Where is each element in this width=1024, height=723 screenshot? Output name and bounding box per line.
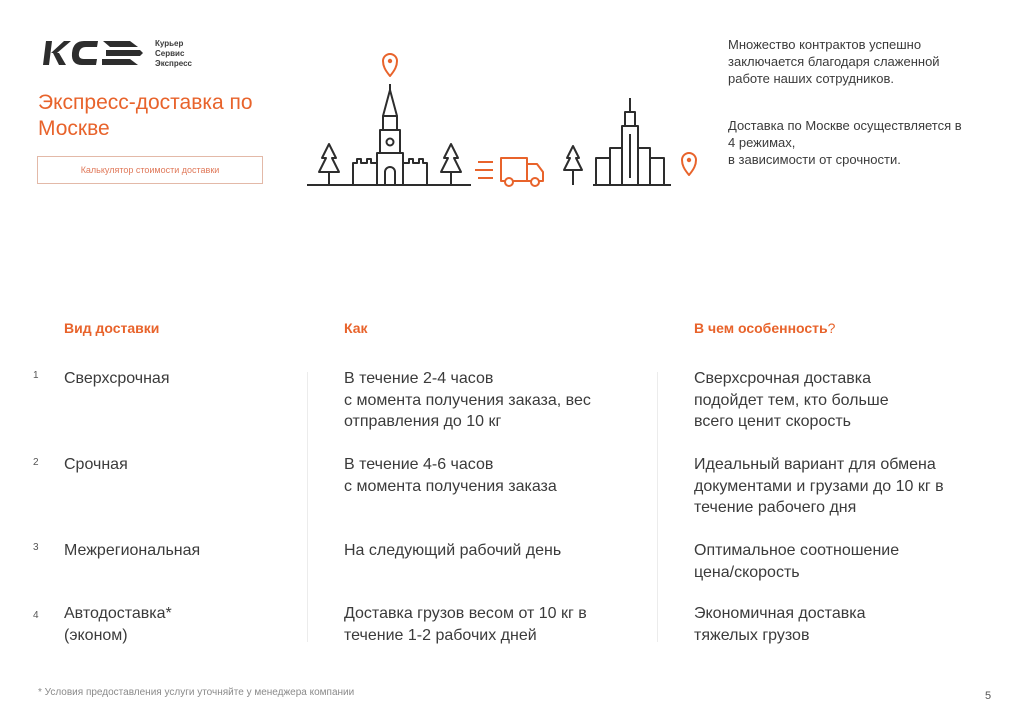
header-how: Как (344, 320, 368, 336)
intro-paragraph-1: Множество контрактов успешно заключается благодаря слаженной работе наших сотрудников. (728, 37, 940, 86)
logo-caption (155, 39, 192, 69)
row-feature: Сверхсрочная доставка подойдет тем, кто больше всего ценит скорость (694, 370, 889, 430)
row-type: Срочная (64, 456, 128, 473)
row-number: 1 (33, 370, 39, 381)
page-title: Экспресс-доставка по Москве (38, 91, 253, 140)
row-how: На следующий рабочий день (344, 542, 562, 559)
row-number: 2 (33, 457, 39, 468)
column-divider (307, 372, 308, 642)
company-logo (40, 38, 210, 72)
row-type: Межрегиональная (64, 542, 201, 559)
row-feature: Оптимальное соотношение цена/скорость (694, 542, 900, 581)
logo-line-3: Экспресс (155, 59, 192, 68)
intro-paragraph-2: Доставка по Москве осуществляется в 4 режимах, в зависимости от срочности. (728, 118, 962, 167)
location-pin-icon (383, 54, 397, 76)
kce-logo-icon (40, 38, 150, 68)
fir-tree-icon (441, 144, 461, 185)
footnote: * Условия предоставления услуги уточняйте у менеджера компании (38, 687, 355, 698)
header-feature (694, 320, 835, 336)
header-delivery-type: Вид доставки (64, 320, 160, 336)
header-feature-mark: ? (827, 320, 836, 336)
row-type: Сверхсрочная (64, 370, 170, 387)
row-feature: Экономичная доставка тяжелых грузов (694, 605, 866, 644)
page-number: 5 (985, 690, 992, 702)
row-how: В течение 4-6 часов с момента получения заказа (344, 456, 557, 495)
row-number: 4 (33, 610, 39, 621)
fir-tree-icon (319, 144, 339, 185)
fir-tree-icon (564, 146, 582, 185)
row-how: В течение 2-4 часов с момента получения заказа, вес отправления до 10 кг (344, 370, 591, 430)
location-pin-icon (682, 153, 696, 175)
column-divider (657, 372, 658, 642)
skyscraper-icon (596, 98, 664, 185)
logo-line-1: Курьер (155, 39, 184, 48)
logo-line-2: Сервис (155, 49, 185, 58)
kremlin-tower-icon (353, 84, 427, 185)
delivery-truck-icon (475, 158, 543, 186)
header-feature-label: В чем особенность (694, 320, 828, 336)
row-how: Доставка грузов весом от 10 кг в течение 1-2 рабочих дней (344, 605, 587, 644)
row-number: 3 (33, 542, 39, 553)
intro-text (728, 36, 998, 168)
calculator-button[interactable]: Калькулятор стоимости доставки (37, 156, 263, 184)
row-feature: Идеальный вариант для обмена документами и грузами до 10 кг в течение рабочего дня (694, 456, 944, 516)
row-type: Автодоставка* (эконом) (64, 605, 172, 644)
moscow-delivery-illustration (305, 48, 705, 190)
